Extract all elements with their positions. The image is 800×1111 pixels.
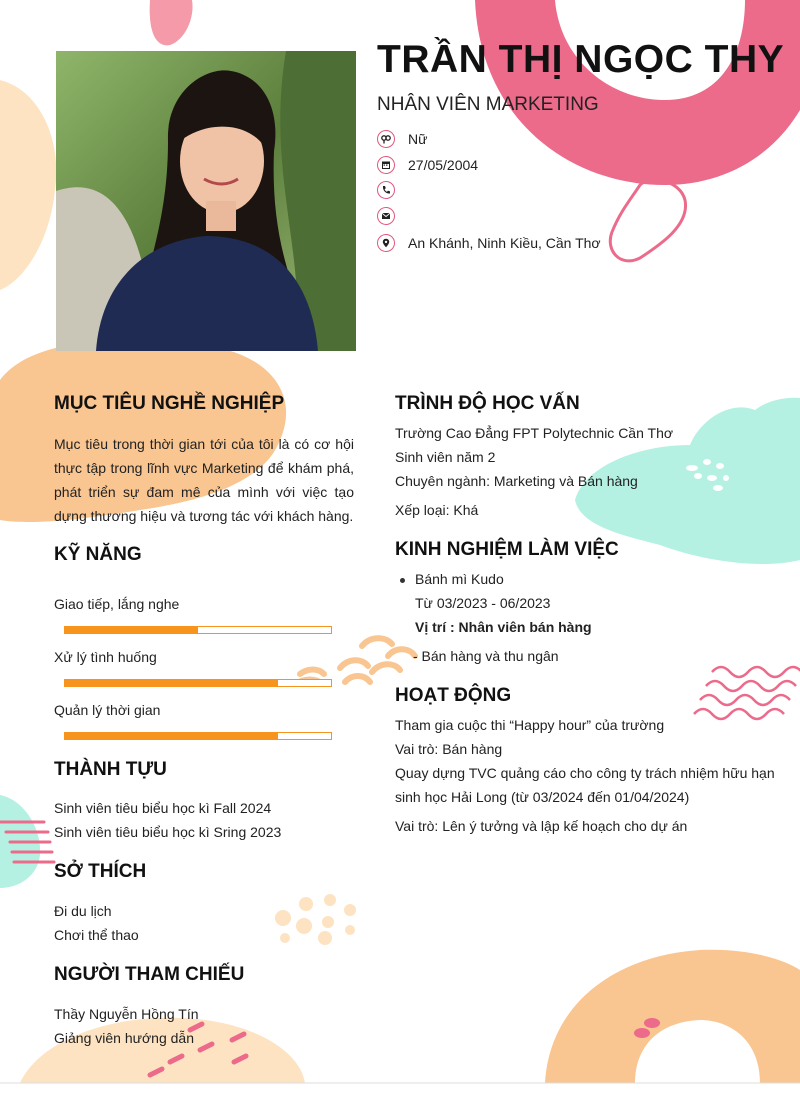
experience-heading: KINH NGHIỆM LÀM VIỆC: [395, 539, 619, 560]
experience-task: - Bán hàng và thu ngân: [413, 648, 559, 664]
objective-text: Mục tiêu trong thời gian tới của tôi là có cơ hội thực tập trong lĩnh vực Marketing để khám phá, phát triển sự đam mê của mình với việc tạo dựng thương hiệu và tương tác với khách hàng.: [54, 436, 354, 524]
experience-bullet: [400, 578, 405, 583]
job-title: NHÂN VIÊN MARKETING: [377, 94, 599, 115]
achievements-heading: THÀNH TỰU: [54, 759, 167, 780]
activity-line: Quay dựng TVC quảng cáo cho công ty trách nhiệm hữu hạn: [395, 765, 775, 781]
education-line: Trường Cao Đẳng FPT Polytechnic Cần Thơ: [395, 425, 674, 441]
contact-gender: [377, 130, 427, 148]
calendar-icon: [377, 156, 395, 174]
gender-icon: [377, 130, 395, 148]
education-line: Chuyên ngành: Marketing và Bán hàng: [395, 473, 638, 489]
contact-phone: [377, 181, 408, 199]
contact-address: [377, 234, 601, 252]
objective-heading: MỤC TIÊU NGHỀ NGHIỆP: [54, 393, 285, 414]
skill-bar-fill: [65, 627, 198, 633]
hobby-item: Chơi thể thao: [54, 927, 139, 943]
hobbies-heading: SỞ THÍCH: [54, 861, 147, 882]
reference-item: Giảng viên hướng dẫn: [54, 1030, 194, 1046]
experience-position: Vị trí : Nhân viên bán hàng: [415, 619, 592, 635]
skill-label: Giao tiếp, lắng nghe: [54, 596, 180, 612]
achievement-item: Sinh viên tiêu biểu học kì Fall 2024: [54, 800, 272, 816]
activity-line: Vai trò: Lên ý tưởng và lập kế hoạch cho dự án: [395, 818, 688, 834]
skill-bar-fill: [65, 733, 278, 739]
skills-heading: KỸ NĂNG: [54, 544, 142, 565]
gender-text: Nữ: [408, 131, 428, 147]
skill-bar-fill: [65, 680, 278, 686]
full-name: TRẦN THỊ NGỌC THY: [377, 38, 785, 81]
activities-heading: HOẠT ĐỘNG: [395, 685, 512, 706]
email-icon: [377, 207, 395, 225]
skill-label: Xử lý tình huống: [54, 649, 157, 665]
education-line: Sinh viên năm 2: [395, 449, 496, 465]
address-text: An Khánh, Ninh Kiều, Cần Thơ: [408, 235, 601, 251]
achievement-item: Sinh viên tiêu biểu học kì Sring 2023: [54, 824, 282, 840]
reference-item: Thầy Nguyễn Hồng Tín: [54, 1006, 199, 1022]
location-icon: [377, 234, 395, 252]
hobby-item: Đi du lịch: [54, 903, 112, 919]
education-heading: TRÌNH ĐỘ HỌC VẤN: [395, 393, 580, 414]
profile-photo: [56, 51, 356, 351]
activity-line: Tham gia cuộc thi “Happy hour” của trường: [395, 717, 665, 733]
birthdate-text: 27/05/2004: [408, 157, 479, 173]
contact-email: [377, 207, 408, 225]
education-line: Xếp loại: Khá: [395, 502, 479, 518]
skill-bar: [64, 732, 332, 740]
experience-period: Từ 03/2023 - 06/2023: [415, 595, 551, 611]
references-heading: NGƯỜI THAM CHIẾU: [54, 964, 245, 985]
skill-bar: [64, 679, 332, 687]
phone-icon: [377, 181, 395, 199]
skill-label: Quản lý thời gian: [54, 702, 161, 718]
contact-birthdate: [377, 156, 478, 174]
skill-bar: [64, 626, 332, 634]
activity-line: Vai trò: Bán hàng: [395, 741, 503, 757]
experience-company: Bánh mì Kudo: [415, 571, 504, 587]
activity-line: sinh học Hải Long (từ 03/2024 đến 01/04/2024): [395, 789, 690, 805]
